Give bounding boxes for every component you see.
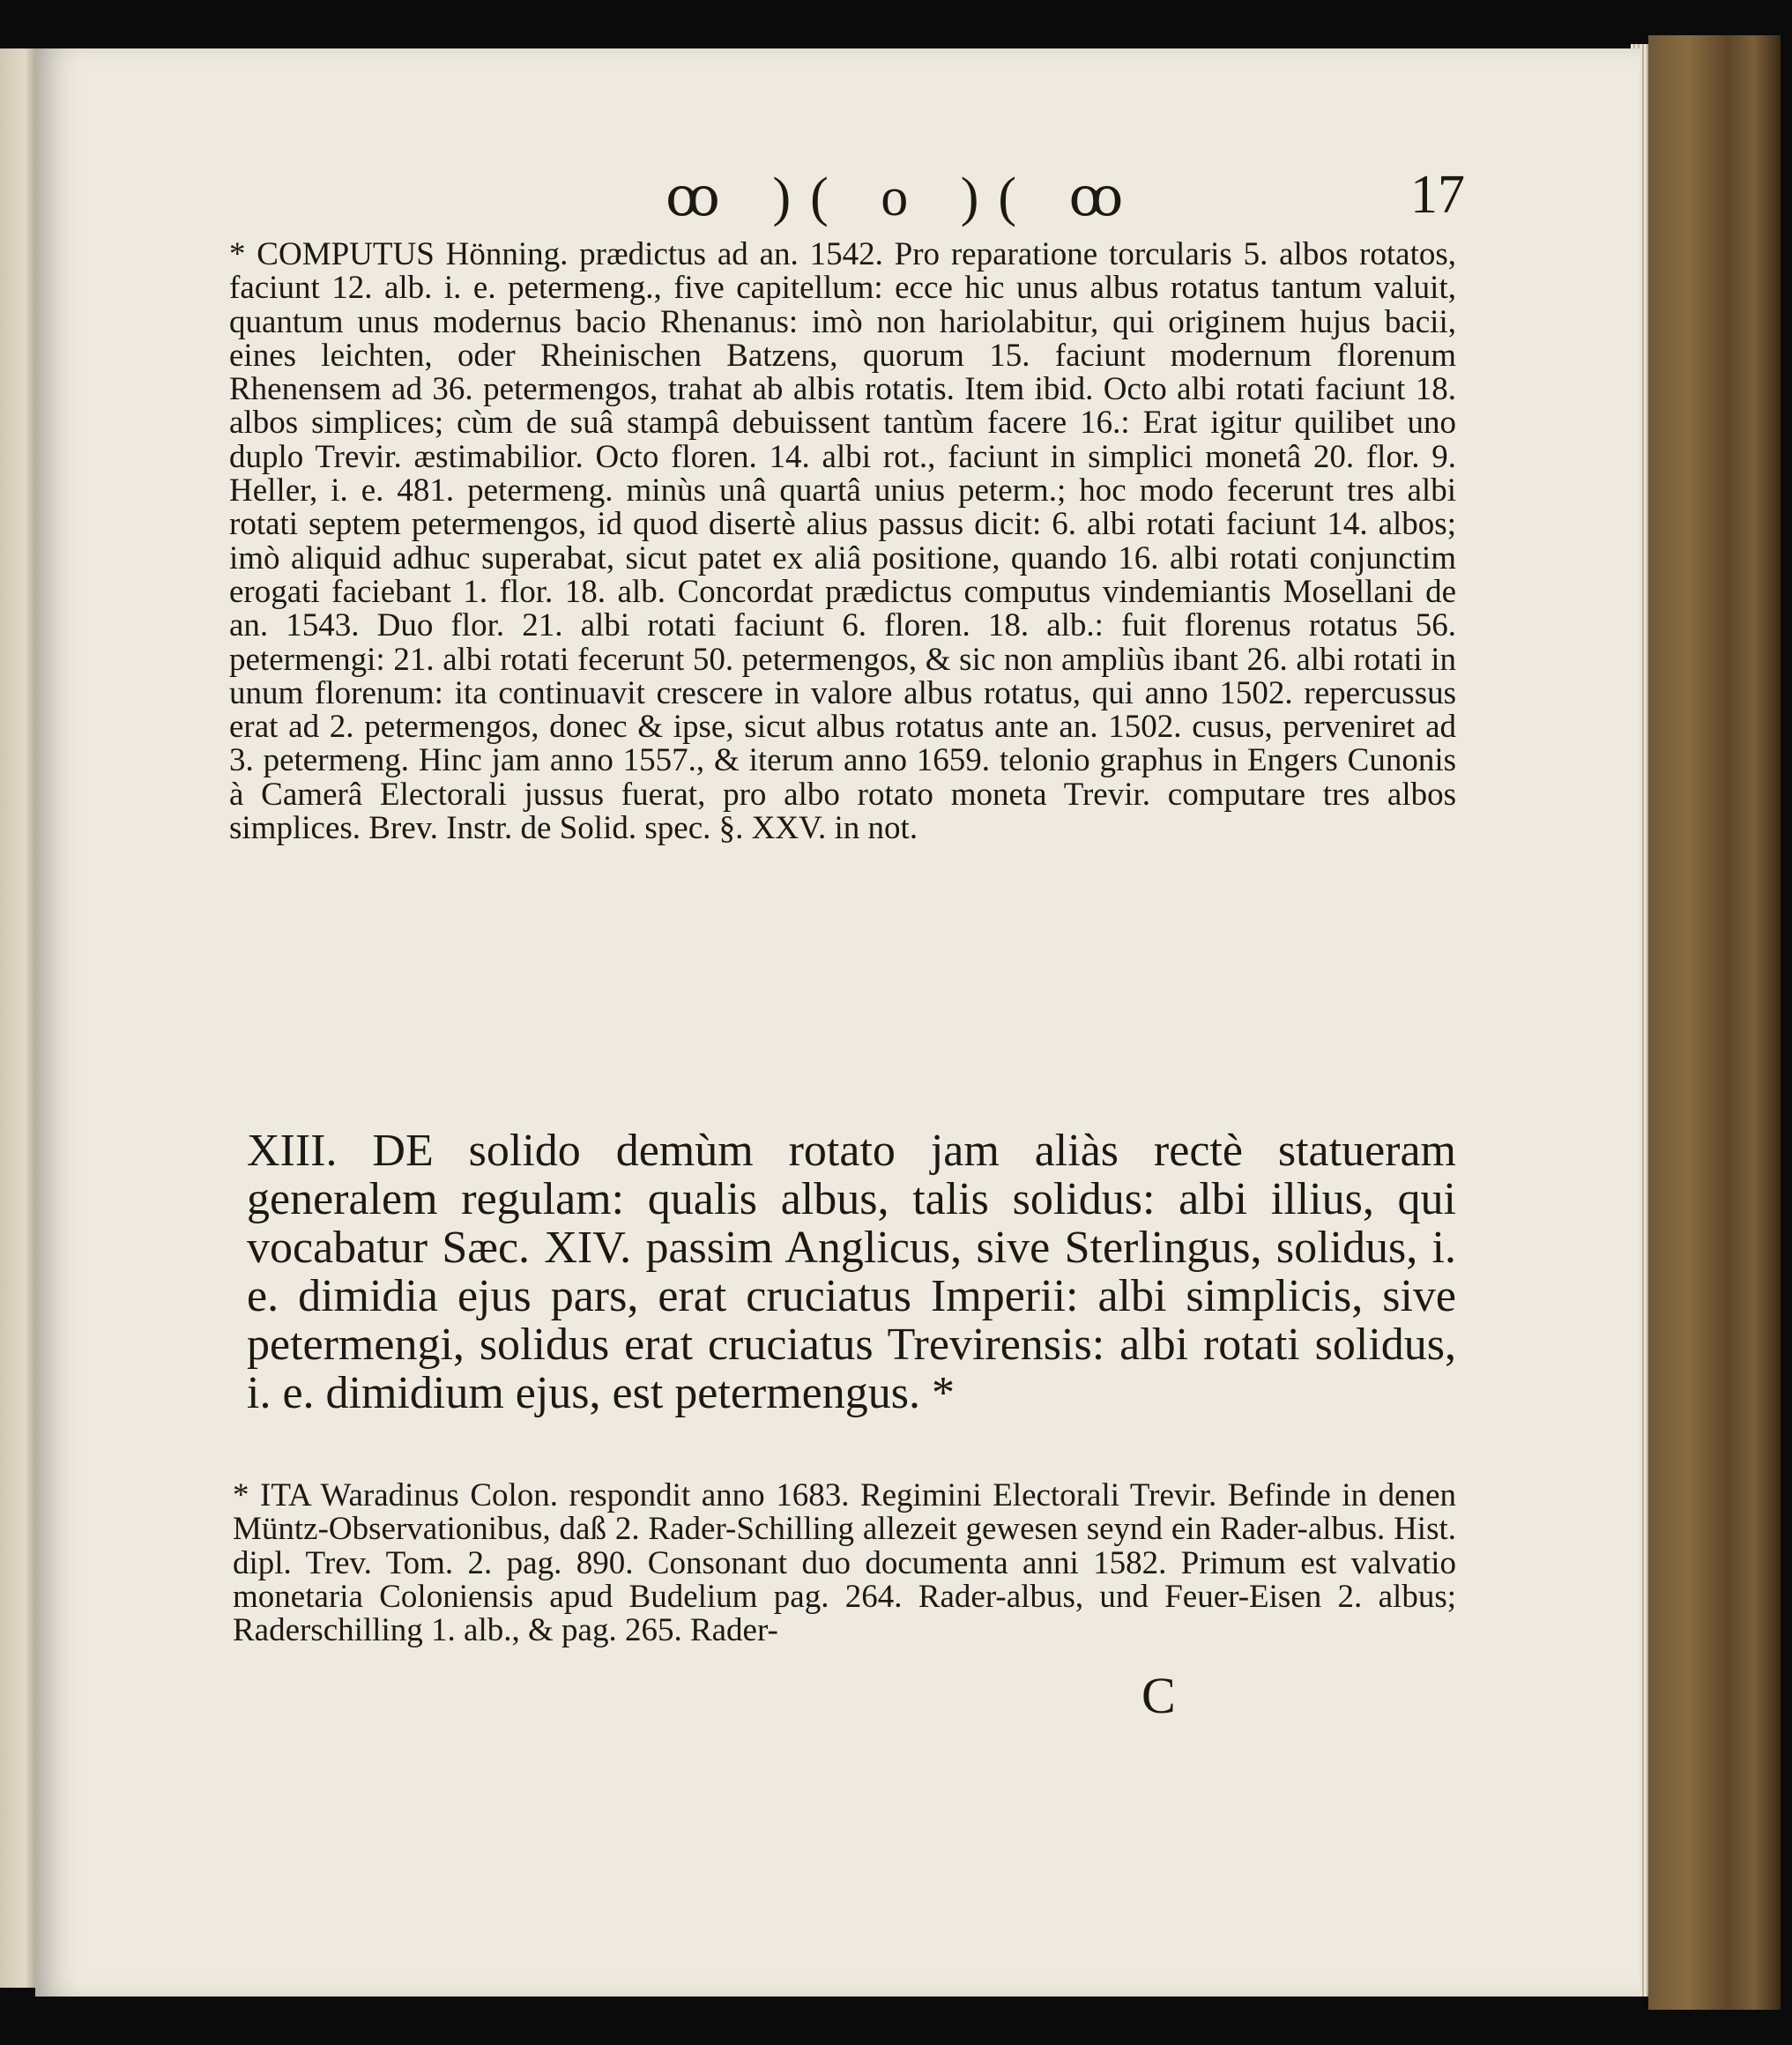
book-cover — [1648, 35, 1781, 2010]
footnote-bottom — [233, 1479, 1456, 1647]
page-number: 17 — [1410, 165, 1465, 225]
main-paragraph — [247, 1127, 1456, 1417]
footnote-top-text: * COMPUTUS Hönning. prædictus ad an. 1542. Pro reparatione torcularis 5. albos rotatos, faciunt 12. alb. i. e. petermeng., five capitellum: ecce hic unus albus rotatus tantum valuit, quantum unus modernus bacio Rhenanus: imò non hariolabitur, qui originem hujus bacii, eines leichten, oder Rheinischen Batzens, quorum 15. faciunt modernum florenum Rhenensem ad 36. petermengos, trahat ab albis rotatis. Item ibid. Octo albi rotati faciunt 18. albos simplices; cùm de suâ stampâ debuissent tantùm facere 16.: Erat igitur quilibet uno duplo Trevir. æstimabilior. Octo floren. 14. albi rot., faciunt in simplici monetâ 20. flor. 9. Heller, i. e. 481. petermeng. minùs unâ quartâ unius peterm.; hoc modo fecerunt tres albi rotati septem petermengos, id quod disertè alius passus dicit: 6. albi rotati faciunt 14. albos; imò aliquid adhuc superabat, sicut patet ex aliâ positione, quando 16. albi rotati conjunctim erogati faciebant 1. flor. 18. alb. Concordat prædictus computus vindemiantis Mosellani de an. 1543. Duo flor. 21. albi rotati faciunt 6. floren. 18. alb.: fuit florenus rotatus 56. petermengi: 21. albi rotati fecerunt 50. petermengos, & sic non ampliùs ibant 26. albi rotati in unum florenum: ita continuavit crescere in valore albus rotatus, qui anno 1502. repercussus erat ad 2. petermengos, donec & ipse, sicut albus rotatus ante an. 1502. cusus, perveniret ad 3. petermeng. Hinc jam anno 1557., & iterum anno 1659. telonio graphus in Engers Cunonis à Camerâ Electorali jussus fuerat, pro albo rotato moneta Trevir. computare tres albos simplices. Brev. Instr. de Solid. spec. §. XXV. in not. — [229, 236, 1456, 847]
footnote-top — [229, 238, 1456, 845]
footnote-bottom-text: * ITA Waradinus Colon. respondit anno 1683. Regimini Electorali Trevir. Befinde in denen Müntz-Observationibus, daß 2. Rader-Schilling allezeit gewesen seynd ein Rader-albus. Hist. dipl. Trev. Tom. 2. pag. 890. Consonant duo documenta anni 1582. Primum est valvatio monetaria Coloniensis apud Budelium pag. 264. Rader-albus, und Feuer-Eisen 2. albus; Raderschilling 1. alb., & pag. 265. Rader- — [233, 1477, 1456, 1649]
main-paragraph-text: XIII. DE solido demùm rotato jam aliàs rectè statueram generalem regulam: qualis albus, talis solidus: albi illius, qui vocabatur Sæc. XIV. passim Anglicus, sive Sterlingus, solidus, i. e. dimidia ejus pars, erat cruciatus Imperii: albi simplicis, sive petermengi, solidus erat cruciatus Trevirensis: albi rotati solidus, i. e. dimidium ejus, est petermengus. * — [247, 1126, 1456, 1418]
header-ornament: ꝏ )( o )( ꝏ — [665, 167, 1143, 227]
signature-mark: C — [1141, 1667, 1176, 1724]
left-page-edge — [0, 48, 35, 1988]
